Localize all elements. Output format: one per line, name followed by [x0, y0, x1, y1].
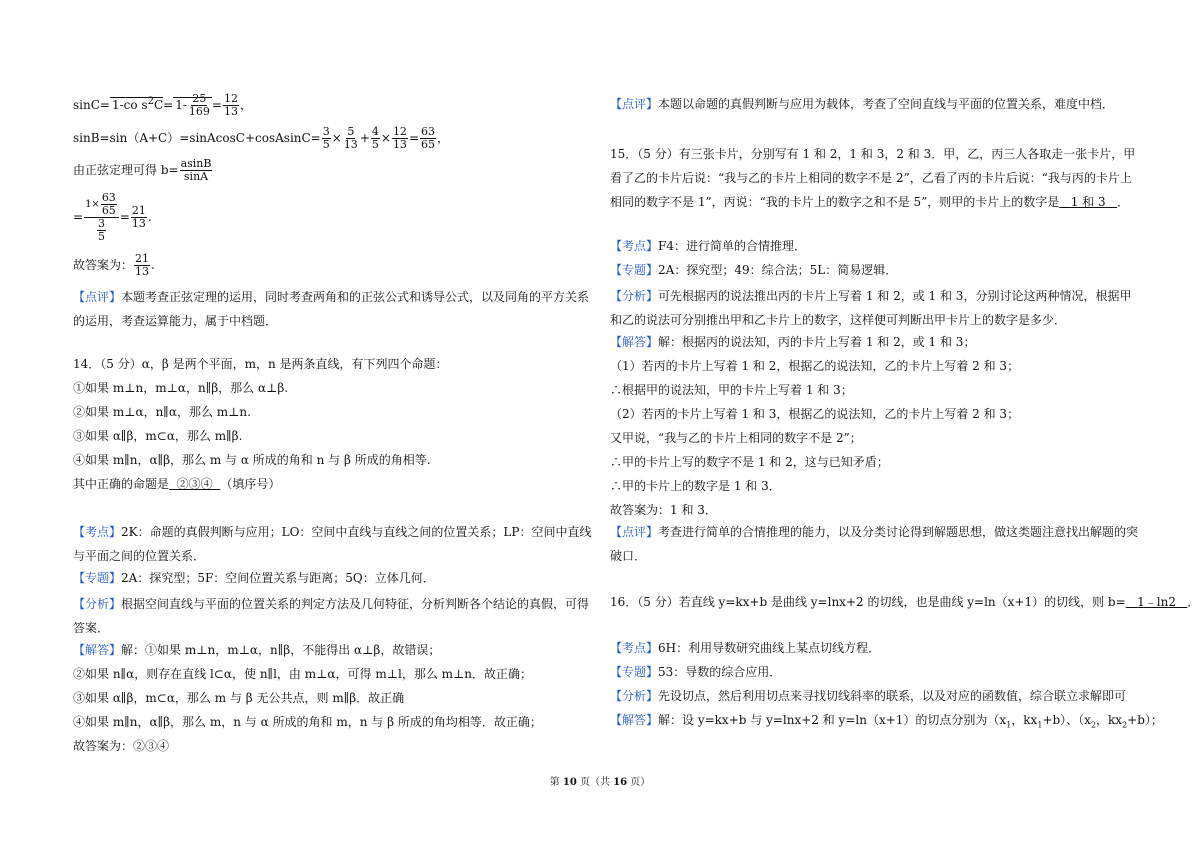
q16-jieda: 【解答】解：设 y=kx+b 与 y=lnx+2 和 y=ln（x+1）的切点分别为（$x_1$，$kx_1+b$）、（$x_2$，$kx_2+b$）； — [610, 713, 1163, 730]
q14-jieda: 【解答】解：①如果 m⊥n，m⊥α，n∥β，不能得出 α⊥β，故错误； — [73, 643, 441, 657]
page-total: 16 — [613, 777, 628, 788]
page-footer: 第 10 页（共 16 页） — [549, 777, 651, 788]
q14-line-3: ④如果 m∥n，α∥β，那么 m，n 与 α 所成的角和 m，n 与 β 所成的角均相等．故正确； — [73, 715, 542, 729]
dianping-tag: 【点评】 — [73, 290, 122, 304]
q14-line-2: ③如果 α∥β，m⊂α，那么 m 与 β 无公共点，则 m∥β．故正确 — [73, 691, 405, 705]
q14-answer: ②③④ — [176, 477, 213, 491]
q15-line-7: 故答案为：1 和 3． — [610, 503, 717, 517]
q14-item-3: ③如果 α∥β，m⊂α，那么 m∥β. — [73, 429, 243, 443]
q15-line-4: 又甲说，“我与乙的卡片上相同的数字不是 2”； — [610, 431, 862, 445]
q15-zhuanti: 【专题】2A：探究型；49：综合法；5L：简易逻辑． — [610, 263, 898, 277]
comment-13: 【点评】本题考查正弦定理的运用，同时考查两角和的正弦公式和诱导公式，以及同角的平方关系的运用，考查运算能力，属于中档题． — [73, 290, 590, 328]
page-number: 10 — [562, 777, 577, 788]
q14-item-1: ①如果 m⊥n，m⊥α，n∥β，那么 α⊥β. — [73, 381, 289, 395]
comment-14: 【点评】本题以命题的真假判断与应用为载体，考查了空间直线与平面的位置关系，难度中档． — [610, 97, 1115, 111]
q15-stem: 15．（5 分）有三张卡片，分别写有 1 和 2，1 和 3，2 和 3．甲，乙，丙三人各取走一张卡片，甲看了乙的卡片后说：“我与乙的卡片上相同的数字不是 2”，乙看了丙的卡片后说：“我与丙的卡片上相同的数字不是 1”，丙说：“我的卡片上的数字之和不是 5”，则甲的卡片上的数字是 1 和 3 ． — [610, 147, 1136, 209]
q14-ask: 其中正确的命题是 ②③④ （填序号） — [73, 477, 281, 491]
q14-zhuanti: 【专题】2A：探究型；5F：空间位置关系与距离；5Q：立体几何． — [73, 571, 435, 585]
q14-kaodian: 【考点】2K：命题的真假判断与应用；LO：空间中直线与直线之间的位置关系；LP：空间中直线与平面之间的位置关系． — [73, 525, 592, 563]
q14-line-4: 故答案为：②③④ — [73, 739, 170, 753]
q14-line-1: ②如果 n∥α，则存在直线 l⊂α，使 n∥l，由 m⊥α，可得 m⊥l，那么 m⊥n．故正确； — [73, 667, 533, 681]
q14-stem: 14．（5 分）α，β 是两个平面，m，n 是两条直线，有下列四个命题： — [73, 357, 448, 371]
q15-line-1: （1）若丙的卡片上写着 1 和 2，根据乙的说法知，乙的卡片上写着 2 和 3； — [610, 359, 1020, 373]
sinB-equation: sinB=sin（A+C）=sinAcosC+cosAsinC= $\frac{3}{5}$ × $\frac{5}{13}$ + $\frac{4}{5}$ × $\frac{12}{13}$ = $\frac{63}{65}$ ， — [73, 125, 450, 151]
result-equation: = 1× $\frac{63}{65}$ $\frac{3}{5}$ = $\frac{21}{13}$ . — [73, 191, 152, 243]
sinC-equation: sinC= 1-co $s^2C= 1-$ $\frac{25}{169}$ = $\frac{12}{13}$ ， — [73, 92, 252, 118]
q15-line-5: ∴甲的卡片上写的数字不是 1 和 2，这与已知矛盾； — [610, 455, 889, 469]
q15-jieda: 【解答】解：根据丙的说法知，丙的卡片上写着 1 和 2，或 1 和 3； — [610, 335, 976, 349]
q15-kaodian: 【考点】F4：进行简单的合情推理． — [610, 239, 806, 253]
q15-line-2: ∴根据甲的说法知，甲的卡片上写着 1 和 3； — [610, 383, 853, 397]
q14-item-4: ④如果 m∥n，α∥β，那么 m 与 α 所成的角和 n 与 β 所成的角相等. — [73, 453, 431, 467]
answer-13: 故答案为： $\frac{21}{13}$ . — [73, 252, 155, 278]
q15-line-6: ∴甲的卡片上的数字是 1 和 3． — [610, 479, 781, 493]
q16-answer: 1﹣ln2 — [1137, 595, 1176, 609]
q14-fenxi: 【分析】根据空间直线与平面的位置关系的判定方法及几何特征，分析判断各个结论的真假，可得答案． — [73, 597, 590, 635]
q16-zhuanti: 【专题】53：导数的综合应用． — [610, 665, 782, 679]
q16-kaodian: 【考点】6H：利用导数研究曲线上某点切线方程． — [610, 641, 881, 655]
q15-answer: 1 和 3 — [1070, 195, 1106, 209]
q14-item-2: ②如果 m⊥α，n∥α，那么 m⊥n. — [73, 405, 251, 419]
q15-dianping: 【点评】考查进行简单的合情推理的能力，以及分类讨论得到解题思想，做这类题注意找出解题的突破口． — [610, 525, 1139, 563]
q16-fenxi: 【分析】先设切点，然后利用切点来寻找切线斜率的联系，以及对应的函数值，综合联立求解即可 — [610, 689, 1127, 703]
law-of-sines: 由正弦定理可得 b= $\frac{asinB}{\sin A}$ — [73, 157, 212, 183]
q15-fenxi: 【分析】可先根据丙的说法推出丙的卡片上写着 1 和 2，或 1 和 3，分别讨论这两种情况，根据甲和乙的说法可分别推出甲和乙卡片上的数字，这样便可判断出甲卡片上的数字是多少． — [610, 289, 1132, 327]
q15-line-3: （2）若丙的卡片上写着 1 和 3，根据乙的说法知，乙的卡片上写着 2 和 3； — [610, 407, 1020, 421]
q16-stem: 16．（5 分）若直线 y=kx+b 是曲线 y=lnx+2 的切线，也是曲线 y=ln（x+1）的切线，则 b= 1﹣ln2 ． — [610, 595, 1200, 609]
